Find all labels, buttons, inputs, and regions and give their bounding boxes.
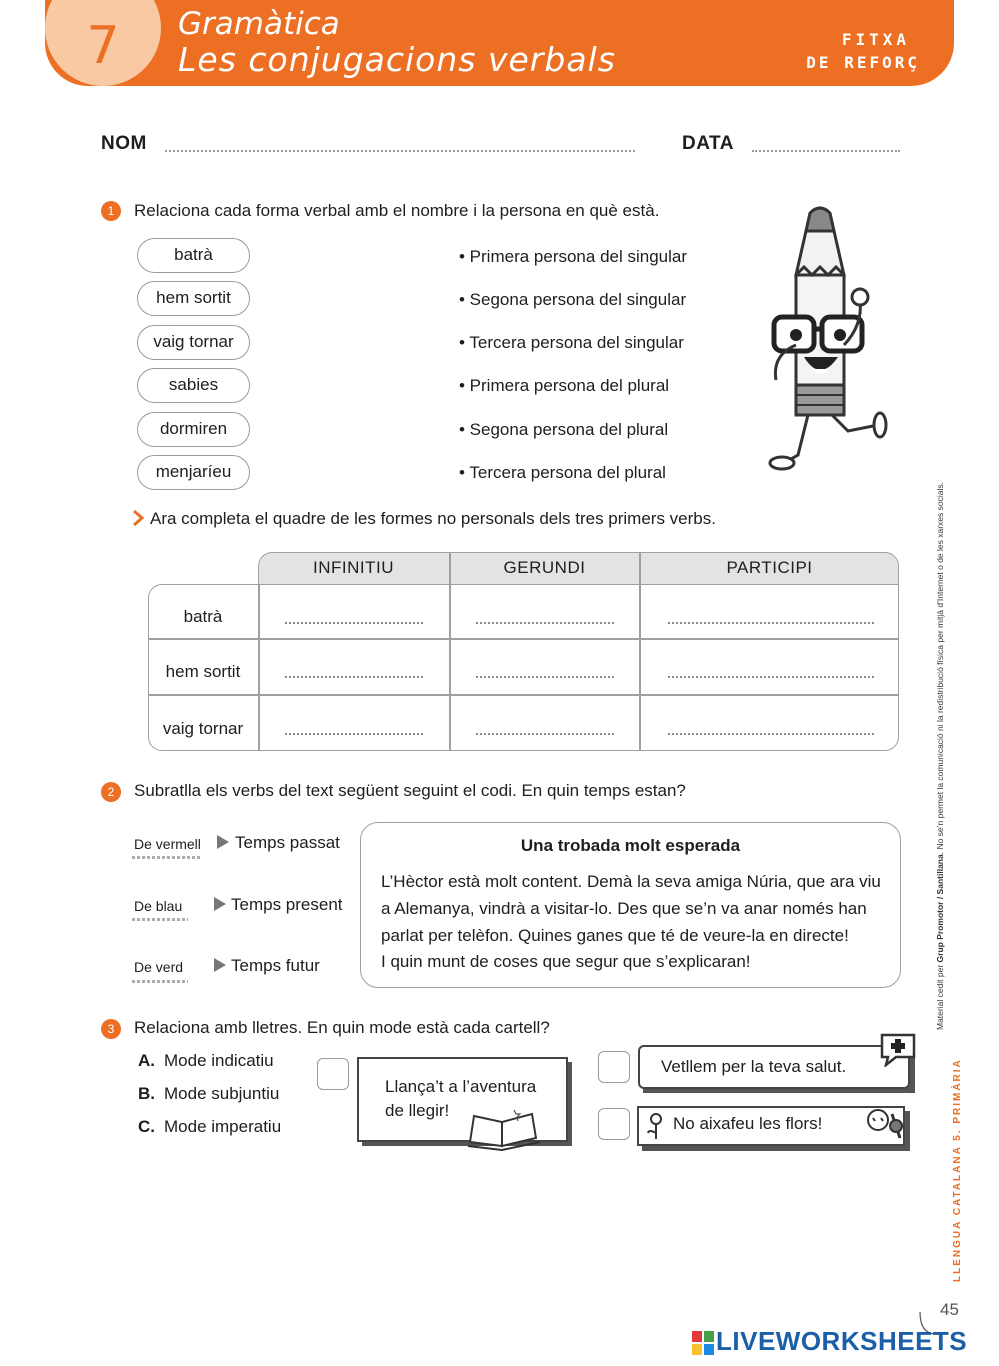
- exercise-1-subprompt: Ara completa el quadre de les formes no personals dels tres primers verbs.: [150, 509, 716, 528]
- subject-label: LLENGUA CATALANA 5. PRIMÀRIA: [952, 1058, 963, 1282]
- mode-indicatiu: Mode indicatiu: [164, 1051, 274, 1070]
- verb-pill[interactable]: menjaríeu: [137, 455, 250, 490]
- medical-cross-icon: [880, 1033, 916, 1067]
- name-label: NOM: [101, 133, 147, 154]
- answer-field-infinitiu-3[interactable]: [285, 733, 423, 735]
- mode-letter-a: A.: [138, 1051, 155, 1070]
- tense-present: Temps present: [231, 895, 343, 914]
- liveworksheets-logo-icon: [692, 1331, 714, 1355]
- header-title: Gramàtica: [178, 6, 340, 42]
- mode-letter-b: B.: [138, 1084, 155, 1103]
- table-header-infinitiu: INFINITIU: [313, 558, 394, 577]
- answer-field-gerundi-3[interactable]: [476, 733, 614, 735]
- forms-table: [148, 584, 899, 751]
- squiggle-underline: [132, 918, 188, 921]
- sign-flowers-text: No aixafeu les flors!: [673, 1114, 823, 1133]
- date-field[interactable]: [752, 150, 900, 152]
- answer-field-gerundi-1[interactable]: [476, 622, 614, 624]
- verb-pill[interactable]: batrà: [137, 238, 250, 273]
- answer-box-sign-flowers[interactable]: [598, 1108, 630, 1140]
- answer-field-infinitiu-2[interactable]: [285, 676, 423, 678]
- answer-box-sign-health[interactable]: [598, 1051, 630, 1083]
- verb-pill[interactable]: sabies: [137, 368, 250, 403]
- table-divider: [148, 694, 899, 696]
- chevron-right-icon: [132, 510, 144, 526]
- sign-reading-text-2: de llegir!: [385, 1101, 450, 1120]
- credit-publisher: Grup Promotor / Santillana: [935, 854, 945, 963]
- reading-line[interactable]: a Alemanya, vindrà a visitar-lo. Des que se’n va anar només han: [381, 899, 867, 918]
- table-row-label: vaig tornar: [162, 719, 244, 738]
- exercise-1-badge: 1: [101, 201, 121, 221]
- credit-post: . No se’n permet la comunicació ni la redistribució física per mitjà d’Internet o de les xarxes socials.: [935, 482, 945, 855]
- squiggle-underline: [132, 980, 188, 983]
- tense-past: Temps passat: [235, 833, 340, 852]
- person-option[interactable]: • Tercera persona del singular: [459, 333, 684, 352]
- triangle-right-icon: [217, 835, 229, 849]
- person-option[interactable]: • Primera persona del singular: [459, 247, 688, 266]
- mode-imperatiu: Mode imperatiu: [164, 1117, 282, 1136]
- verb-pill[interactable]: dormiren: [137, 412, 250, 447]
- answer-field-participi-1[interactable]: [668, 622, 874, 624]
- table-divider: [258, 584, 260, 751]
- unit-number: 7: [86, 16, 120, 76]
- triangle-right-icon: [214, 958, 226, 972]
- verb-pill[interactable]: vaig tornar: [137, 325, 250, 360]
- header-subtitle: Les conjugacions verbals: [178, 40, 616, 79]
- mode-subjuntiu: Mode subjuntiu: [164, 1084, 280, 1103]
- tense-future: Temps futur: [231, 956, 320, 975]
- book-icon: [466, 1108, 542, 1152]
- person-option[interactable]: • Segona persona del plural: [459, 420, 669, 439]
- triangle-right-icon: [214, 897, 226, 911]
- exercise-1-prompt: Relaciona cada forma verbal amb el nombre i la persona en què està.: [134, 201, 660, 220]
- person-option[interactable]: • Primera persona del plural: [459, 376, 670, 395]
- reading-line[interactable]: L’Hèctor està molt content. Demà la seva amiga Núria, que ara viu: [381, 872, 881, 891]
- answer-field-gerundi-2[interactable]: [476, 676, 614, 678]
- table-row-label: hem sortit: [165, 662, 241, 681]
- table-header-gerundi: GERUNDI: [503, 558, 586, 577]
- sign-health-text: Vetllem per la teva salut.: [661, 1057, 847, 1076]
- table-divider: [449, 552, 451, 751]
- exercise-2-prompt: Subratlla els verbs del text següent seguint el codi. En quin temps estan?: [134, 781, 686, 800]
- person-option[interactable]: • Segona persona del singular: [459, 290, 687, 309]
- reforc-label: DE REFORÇ: [806, 53, 920, 72]
- copyright-notice: [935, 482, 945, 1030]
- reading-title: Una trobada molt esperada: [520, 836, 741, 855]
- table-divider: [148, 638, 899, 640]
- sign-reading-text-1: Llança’t a l’aventura: [385, 1077, 537, 1096]
- answer-field-infinitiu-1[interactable]: [285, 622, 423, 624]
- table-header-participi: PARTICIPI: [726, 558, 813, 577]
- exercise-3-prompt: Relaciona amb lletres. En quin mode està cada cartell?: [134, 1018, 550, 1037]
- code-blue-label: De blau: [134, 898, 183, 914]
- answer-field-participi-2[interactable]: [668, 676, 874, 678]
- date-label: DATA: [682, 133, 734, 154]
- mode-letter-c: C.: [138, 1117, 155, 1136]
- credit-pre: Material cedit per: [935, 962, 945, 1030]
- exercise-2-badge: 2: [101, 782, 121, 802]
- table-divider: [639, 552, 641, 751]
- code-green-label: De verd: [134, 959, 184, 975]
- answer-box-sign-reading[interactable]: [317, 1058, 349, 1090]
- page-number: 45: [940, 1300, 959, 1319]
- verb-pill[interactable]: hem sortit: [137, 281, 250, 316]
- squiggle-underline: [132, 856, 200, 859]
- flowers-pot-icon: [864, 1108, 906, 1144]
- answer-field-participi-3[interactable]: [668, 733, 874, 735]
- fitxa-label: FITXA: [841, 30, 910, 49]
- reading-line[interactable]: parlat per telèfon. Quines ganes que té de veure-la en directe!: [381, 926, 849, 945]
- name-field[interactable]: [165, 150, 635, 152]
- code-red-label: De vermell: [134, 836, 201, 852]
- table-row-label: batrà: [183, 607, 223, 626]
- person-option[interactable]: • Tercera persona del plural: [459, 463, 666, 482]
- liveworksheets-brand[interactable]: LIVEWORKSHEETS: [716, 1326, 968, 1356]
- flower-icon: [645, 1111, 667, 1141]
- exercise-3-badge: 3: [101, 1019, 121, 1039]
- pencil-mascot-illustration: [748, 205, 893, 475]
- reading-line[interactable]: I quin munt de coses que segur que s’explicaran!: [381, 952, 751, 971]
